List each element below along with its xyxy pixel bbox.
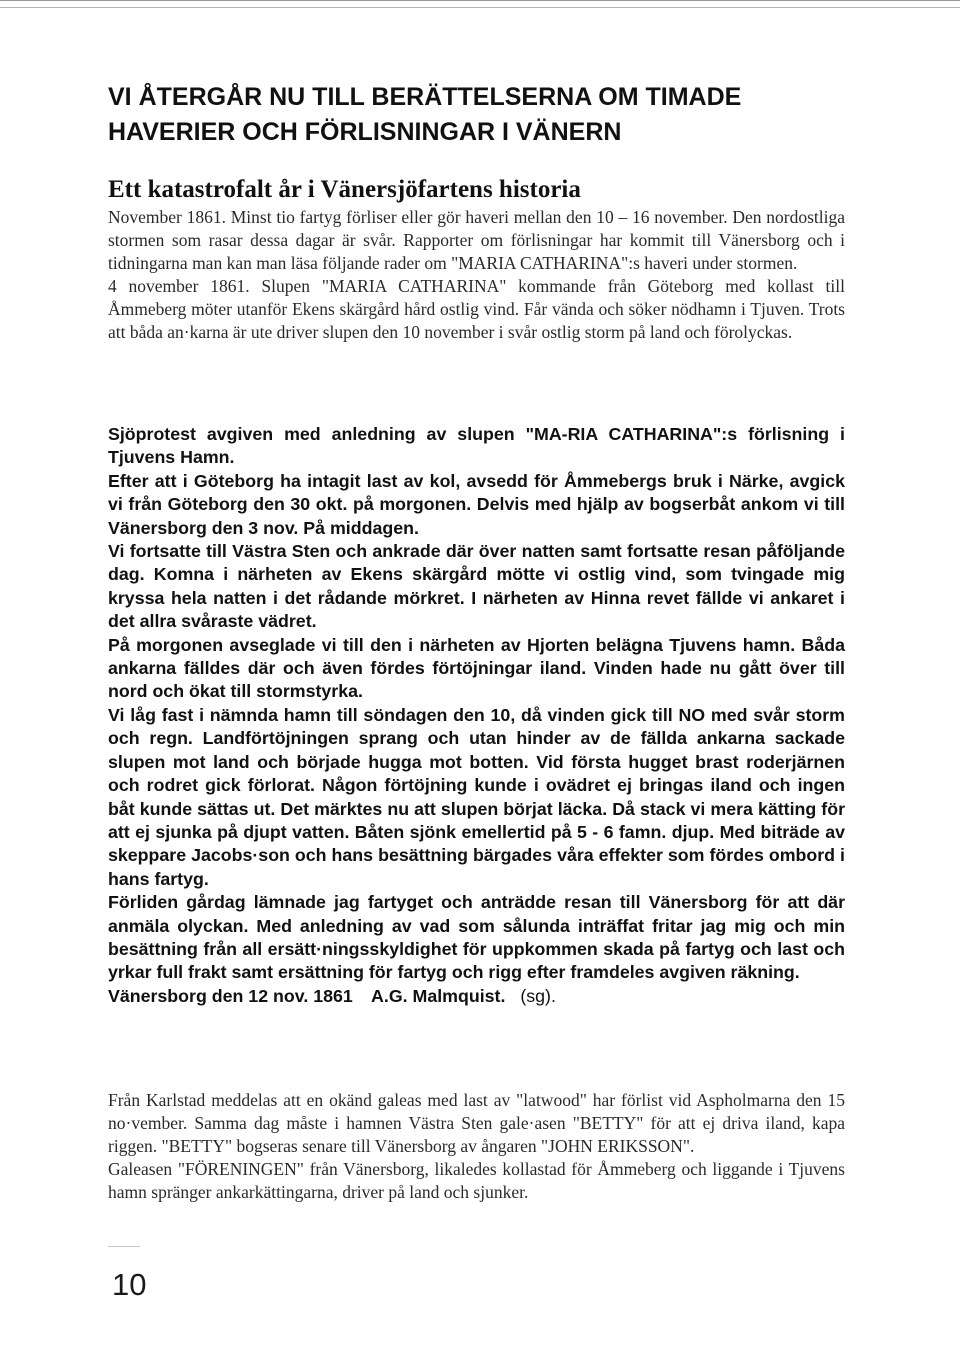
sea-protest-paragraph: Efter att i Göteborg ha intagit last av kol, avsedd för Åmmebergs bruk i Närke, avgick vi från Göteborg den 30 okt. på morgonen. Delvis med hjälp av bogserbåt ankom vi till Vänersborg den 3 nov. På middagen. [108,470,845,538]
footer-divider [108,1246,140,1247]
sea-protest-paragraph: Vi fortsatte till Västra Sten och ankrade där över natten samt fortsatte resan påföljande dag. Komna i närheten av Ekens skärgård mötte vi ostlig vind, som tvingade mig kryssa hela natten i det rådande mörkret. I närheten av Hinna revet fällde vi ankaret i det allra svåraste vädret. [108,541,845,632]
closing-text [108,1089,845,1204]
sea-protest-paragraph: På morgonen avseglade vi till den i närheten av Hjorten belägna Tjuvens hamn. Båda ankarna fälldes där och även fördes förtöjningar iland. Vinden hade nu gått över till nord och ökat till stormstyrka. [108,634,845,702]
sea-protest-section [108,423,845,1008]
heading-line-2: HAVERIER OCH FÖRLISNINGAR I VÄNERN [108,118,622,146]
page-number: 10 [112,1267,147,1302]
signature-note: (sg). [520,985,556,1006]
sea-protest-title: Sjöprotest avgiven med anledning av slupen "MA-RIA CATHARINA":s förlisning i Tjuvens Hamn. [108,424,845,468]
intro-text [108,206,845,344]
signature-place-date: Vänersborg den 12 nov. 1861 [108,985,353,1006]
article-title: Ett katastrofalt år i Vänersjöfartens historia [108,176,581,203]
scan-top-edge [0,0,960,11]
intro-paragraph: November 1861. Minst tio fartyg förliser eller gör haveri mellan den 10 – 16 november. Den nordostliga stormen som rasar dessa dagar är svår. Rapporter om förlisningar har kommit till Vänersborg och i tidningarna man kan man läsa följande rader om "MARIA CATHARINA":s haveri under stormen. [108,207,845,273]
scan-edge-line [0,7,960,8]
section-heading [108,80,868,150]
sea-protest-paragraph: Förliden gårdag lämnade jag fartyget och anträdde resan till Vänersborg för att där anmäla olyckan. Med anledning av vad som sålunda inträffat fritar jag mig och min besättning från all ersätt·ningsskyldighet för uppkommen skada på fartyg och last och yrkar full frakt samt ersättning för fartyg och rigg efter framdeles avgiven räkning. [108,892,845,983]
signature-signer: A.G. Malmquist. [371,985,506,1006]
closing-paragraph: Från Karlstad meddelas att en okänd galeas med last av "latwood" har förlist vid Aspholmarna den 15 no·vember. Samma dag måste i hamnen Västra Sten gale·asen "BETTY" för att ej driva iland, kapa riggen. "BETTY" bogseras senare till Vänersborg av ångaren "JOHN ERIKSSON". [108,1090,845,1156]
intro-paragraph: 4 november 1861. Slupen "MARIA CATHARINA" kommande från Göteborg med kollast till Åmmeberg möter utanför Ekens skärgård hård ostlig vind. Får vända och söker nödhamn i Tjuven. Trots att båda an·karna är ute driver slupen den 10 november i svår ostlig storm på land och förolyckas. [108,276,845,342]
sea-protest-paragraph: Vi låg fast i nämnda hamn till söndagen den 10, då vinden gick till NO med svår storm och regn. Landförtöjningen sprang och utan hinder av de fällda ankarna sackade slupen mot land och började hugga mot botten. Vid första hugget brast roderjärnen och rodret gick förlorat. Någon förtöjning kunde i ovädret ej bringas iland och ingen båt kunde sättas ut. Det märktes nu att slupen börjat läcka. Då stack vi mera kätting för att ej sjunka på djupt vatten. Båten sjönk emellertid på 5 - 6 famn. djup. Med biträde av skeppare Jacobs·son och hans besättning bärgades våra effekter som fördes ombord i hans fartyg. [108,704,845,889]
closing-paragraph: Galeasen "FÖRENINGEN" från Vänersborg, likaledes kollastad för Åmmeberg och liggande i Tjuvens hamn spränger ankarkättingarna, driver på land och sjunker. [108,1159,845,1202]
sea-protest-signature [108,985,845,1008]
heading-line-1: VI ÅTERGÅR NU TILL BERÄTTELSERNA OM TIMADE [108,83,742,111]
